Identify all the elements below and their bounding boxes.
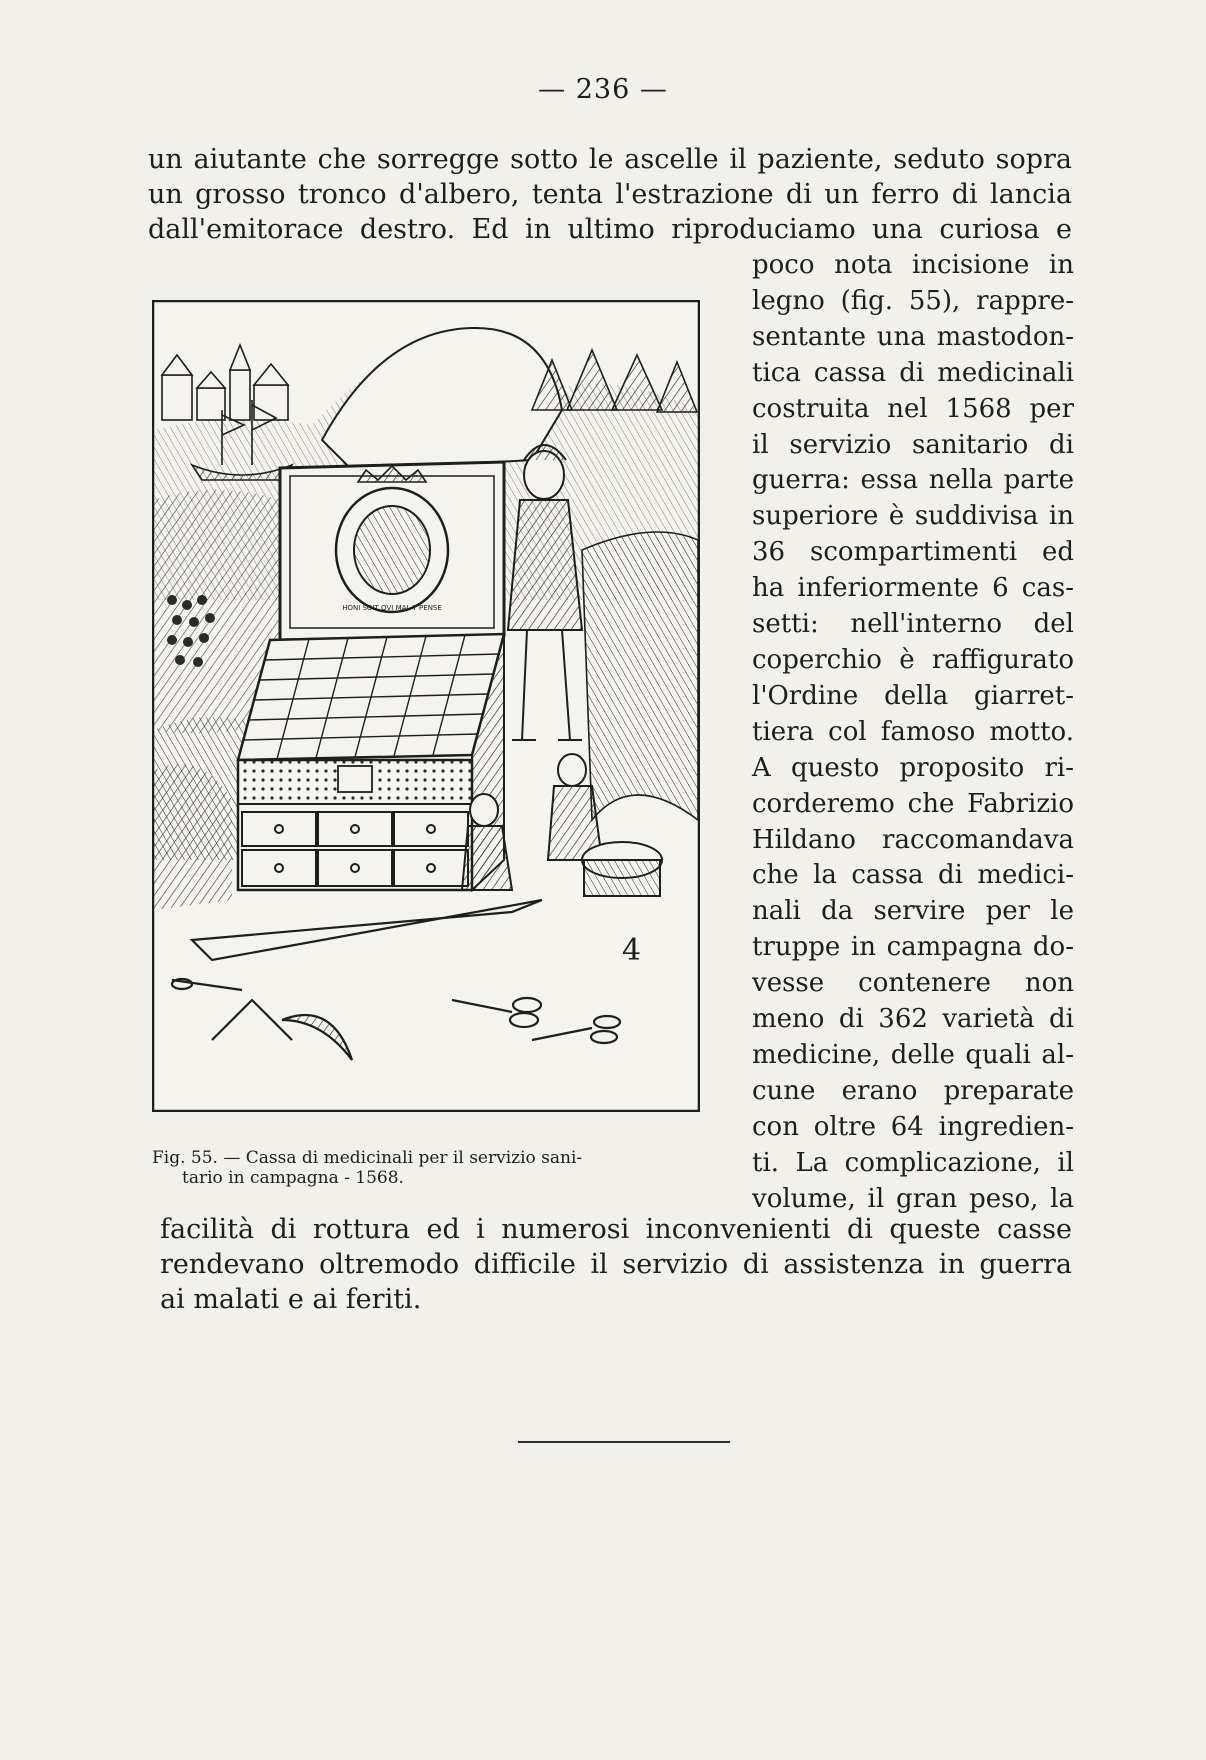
compartment-grid — [238, 634, 504, 760]
text-line: coperchio è raffigurato — [752, 644, 1074, 675]
text-line: setti: nell'interno del — [752, 609, 1074, 640]
text-line: che la cassa di medici- — [752, 860, 1074, 891]
text-line: l'Ordine della giarret- — [752, 680, 1074, 711]
chest-lid — [280, 462, 504, 640]
text-line: dall'emitorace destro. Ed in ultimo riproduciamo una curiosa e — [148, 214, 1072, 245]
text-line: con oltre 64 ingredien- — [752, 1111, 1074, 1142]
text-line: A questo proposito ri- — [752, 752, 1074, 783]
text-line: ti. La complicazione, il — [752, 1147, 1074, 1178]
text-line: tiera col famoso motto. — [752, 716, 1074, 747]
text-line: cune erano preparate — [752, 1075, 1074, 1106]
page-number: — 236 — — [538, 74, 668, 105]
text-line: truppe in campagna do- — [752, 932, 1074, 963]
text-line: volume, il gran peso, la — [752, 1183, 1074, 1214]
text-line: poco nota incisione in — [752, 250, 1074, 280]
text-line: costruita nel 1568 per — [752, 393, 1074, 424]
text-line: ha inferiormente 6 cas- — [752, 573, 1074, 604]
text-line: corderemo che Fabrizio — [752, 788, 1074, 819]
engraver-mark: 4 — [622, 933, 642, 968]
text-line: rendevano oltremodo difficile il servizio di assistenza in guerra — [160, 1249, 1072, 1280]
text-line: sentante una mastodon- — [752, 321, 1074, 352]
text-line: facilità di rottura ed i numerosi inconvenienti di queste casse — [160, 1214, 1072, 1245]
paragraph-top — [148, 142, 1072, 247]
garter-motto: HONI SOIT QVI MAL Y PENSE — [342, 604, 442, 612]
text-line: Hildano raccomandava — [752, 824, 1074, 855]
text-line: superiore è suddivisa in — [752, 501, 1074, 532]
caption-line: tario in campagna - 1568. — [182, 1168, 404, 1188]
text-line: meno di 362 varietà di — [752, 1004, 1074, 1035]
text-line: medicine, delle quali al- — [752, 1039, 1074, 1070]
caption-line: Fig. 55. — Cassa di medicinali per il servizio sani- — [152, 1148, 583, 1168]
woodcut-figure — [152, 300, 700, 1112]
text-line: 36 scompartimenti ed — [752, 537, 1074, 568]
figure-caption — [152, 1148, 712, 1188]
text-line: tica cassa di medicinali — [752, 357, 1074, 388]
paragraph-bottom — [160, 1212, 1072, 1317]
text-line: un grosso tronco d'albero, tenta l'estrazione di un ferro di lancia — [148, 179, 1072, 210]
text-line: un aiutante che sorregge sotto le ascelle il paziente, seduto sopra — [148, 144, 1072, 175]
woodcut-illustration — [152, 300, 700, 1112]
paragraph-side — [752, 248, 1074, 1217]
text-line: ai malati e ai feriti. — [160, 1284, 422, 1315]
text-line: legno (fig. 55), rappre- — [752, 285, 1074, 316]
section-rule — [518, 1441, 730, 1443]
text-line: guerra: essa nella parte — [752, 465, 1074, 496]
text-line: nali da servire per le — [752, 896, 1074, 927]
text-line: vesse contenere non — [752, 968, 1074, 999]
text-line: il servizio sanitario di — [752, 429, 1074, 460]
